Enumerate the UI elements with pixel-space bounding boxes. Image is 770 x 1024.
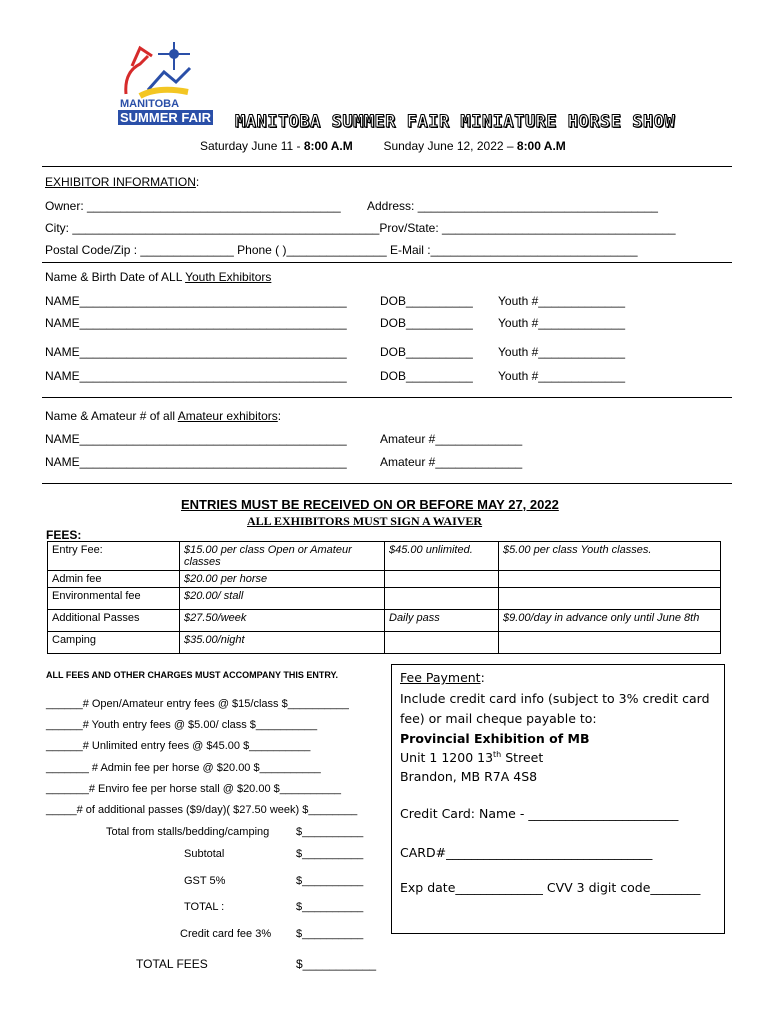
city-prov-field[interactable]: City: ______________________________________________Prov/State: ___________________________________ (45, 221, 676, 235)
payment-title (400, 670, 485, 685)
fee-value (499, 632, 721, 654)
youth-row-1[interactable] (45, 294, 347, 308)
table-row (48, 542, 721, 571)
fee-value: $27.50/week (180, 610, 385, 632)
logo-line2: SUMMER FAIR (120, 110, 211, 125)
youth-heading-link: Youth Exhibitors (185, 270, 272, 284)
payment-addr1 (400, 750, 543, 765)
date2-prefix: Sunday June 12, 2022 – (383, 139, 517, 153)
calc-line-open[interactable]: ______# Open/Amateur entry fees @ $15/class $__________ (46, 698, 349, 710)
payment-line2: fee) or mail cheque payable to: (400, 711, 597, 726)
amateur-num-1[interactable]: Amateur #_____________ (380, 432, 523, 446)
fees-heading: FEES: (46, 528, 82, 542)
total-label: TOTAL : (184, 901, 225, 913)
header-divider (42, 166, 732, 167)
payment-box (391, 664, 725, 934)
date2-time: 8:00 A.M (516, 139, 566, 153)
subtotal-value[interactable]: $__________ (296, 848, 364, 860)
calc-line-enviro[interactable]: _______# Enviro fee per horse stall @ $20.00 $__________ (46, 783, 341, 795)
fee-value: $20.00 per horse (180, 571, 385, 588)
page-title: MANITOBA SUMMER FAIR MINIATURE HORSE SHOW (235, 112, 676, 132)
fee-label: Entry Fee: (48, 542, 180, 571)
exp-cvv-field[interactable]: Exp date______________ CVV 3 digit code________ (400, 880, 701, 895)
gst-label: GST 5% (184, 875, 226, 887)
payment-title-text: Fee Payment (400, 670, 481, 685)
total-fees-label: TOTAL FEES (136, 957, 208, 971)
fee-value: $5.00 per class Youth classes. (499, 542, 721, 571)
gst-value[interactable]: $__________ (296, 875, 364, 887)
payment-addr2: Brandon, MB R7A 4S8 (400, 769, 538, 784)
table-row (48, 610, 721, 632)
exhibitor-divider (42, 262, 732, 263)
youth-dob-2[interactable]: DOB__________ (380, 316, 473, 330)
owner-field[interactable]: Owner: ______________________________________ (45, 199, 341, 213)
youth-dob-1[interactable]: DOB__________ (380, 294, 473, 308)
payment-title-colon: : (480, 670, 485, 685)
fee-value: $9.00/day in advance only until June 8th (499, 610, 721, 632)
fee-value: $45.00 unlimited. (385, 542, 499, 571)
table-row (48, 632, 721, 654)
youth-num-2[interactable]: Youth #_____________ (498, 316, 626, 330)
amateur-heading-link: Amateur exhibitors (177, 409, 278, 423)
youth-num-3[interactable]: Youth #_____________ (498, 345, 626, 359)
youth-row-3[interactable]: NAME________________________________________ (45, 345, 347, 359)
youth-dob-4[interactable]: DOB__________ (380, 369, 473, 383)
amateur-divider (42, 483, 732, 484)
exhibitor-heading (45, 175, 199, 189)
fee-value (385, 632, 499, 654)
fee-value (385, 588, 499, 610)
fee-value (499, 571, 721, 588)
date1-time: 8:00 A.M (303, 139, 353, 153)
exhibitor-heading-colon: : (195, 175, 200, 189)
addr1-post: Street (501, 750, 544, 766)
fee-value: $35.00/night (180, 632, 385, 654)
total-fees-value[interactable]: $___________ (296, 957, 377, 971)
youth-heading (45, 270, 271, 284)
calc-line-unlimited[interactable]: ______# Unlimited entry fees @ $45.00 $__________ (46, 740, 311, 752)
calc-line-admin[interactable]: _______ # Admin fee per horse @ $20.00 $__________ (46, 762, 321, 774)
cc-fee-value[interactable]: $__________ (296, 928, 364, 940)
calc-line-youth[interactable]: ______# Youth entry fees @ $5.00/ class $__________ (46, 719, 318, 731)
total-value[interactable]: $__________ (296, 901, 364, 913)
subtotal-label: Subtotal (184, 848, 225, 860)
waiver-notice: ALL EXHIBITORS MUST SIGN A WAIVER (247, 514, 483, 528)
card-number-field[interactable]: CARD#_________________________________ (400, 845, 653, 860)
amateur-heading (45, 409, 281, 423)
addr1-sup: th (493, 750, 502, 759)
logo (118, 42, 211, 130)
youth-divider (42, 397, 732, 398)
youth-row-4[interactable]: NAME________________________________________ (45, 369, 347, 383)
postal-phone-email-field[interactable]: Postal Code/Zip : ______________ Phone ( )_______________ E-Mail :_______________________________ (45, 243, 638, 257)
calc-heading: ALL FEES AND OTHER CHARGES MUST ACCOMPANY THIS ENTRY. (46, 670, 339, 680)
youth-num-4[interactable]: Youth #_____________ (498, 369, 626, 383)
amateur-heading-post: : (277, 409, 282, 423)
amateur-row-2[interactable]: NAME________________________________________ (45, 455, 347, 469)
calc-line-passes[interactable]: _____# of additional passes ($9/day)( $27.50 week) $________ (46, 804, 358, 816)
amateur-heading-pre: Name & Amateur # of all (45, 409, 178, 423)
fee-value: Daily pass (385, 610, 499, 632)
fee-label: Camping (48, 632, 180, 654)
address-field[interactable]: Address: ____________________________________ (367, 199, 658, 213)
exhibitor-heading-text: EXHIBITOR INFORMATION (45, 175, 196, 189)
total-stalls-value[interactable]: $__________ (296, 826, 364, 838)
table-row (48, 571, 721, 588)
amateur-row-1[interactable]: NAME________________________________________ (45, 432, 347, 446)
amateur-num-2[interactable]: Amateur #_____________ (380, 455, 523, 469)
fee-label: Additional Passes (48, 610, 180, 632)
youth-heading-pre: Name & Birth Date of ALL (45, 270, 186, 284)
date1-prefix: Saturday June 11 - (200, 139, 304, 153)
fee-label: Admin fee (48, 571, 180, 588)
payment-line1: Include credit card info (subject to 3% credit card (400, 691, 710, 706)
total-stalls-label: Total from stalls/bedding/camping (106, 826, 270, 838)
table-row (48, 588, 721, 610)
youth-num-1[interactable]: Youth #_____________ (498, 294, 626, 308)
fees-table (47, 541, 721, 654)
logo-graphic (118, 42, 196, 102)
show-dates (200, 139, 566, 153)
credit-card-name-field[interactable]: Credit Card: Name - ________________________ (400, 806, 679, 821)
addr1-pre: Unit 1 1200 13 (400, 750, 494, 766)
youth-name[interactable]: NAME________________________________________ (45, 294, 347, 308)
payment-org: Provincial Exhibition of MB (400, 731, 590, 746)
logo-line1: MANITOBA (120, 98, 180, 110)
fee-value: $20.00/ stall (180, 588, 385, 610)
fee-value: $15.00 per class Open or Amateur classes (180, 542, 385, 571)
fee-label: Environmental fee (48, 588, 180, 610)
deadline-notice: ENTRIES MUST BE RECEIVED ON OR BEFORE MAY 27, 2022 (181, 497, 559, 512)
fee-value (499, 588, 721, 610)
youth-row-2[interactable]: NAME________________________________________ (45, 316, 347, 330)
fee-value (385, 571, 499, 588)
youth-dob-3[interactable]: DOB__________ (380, 345, 473, 359)
cc-fee-label: Credit card fee 3% (180, 928, 272, 940)
